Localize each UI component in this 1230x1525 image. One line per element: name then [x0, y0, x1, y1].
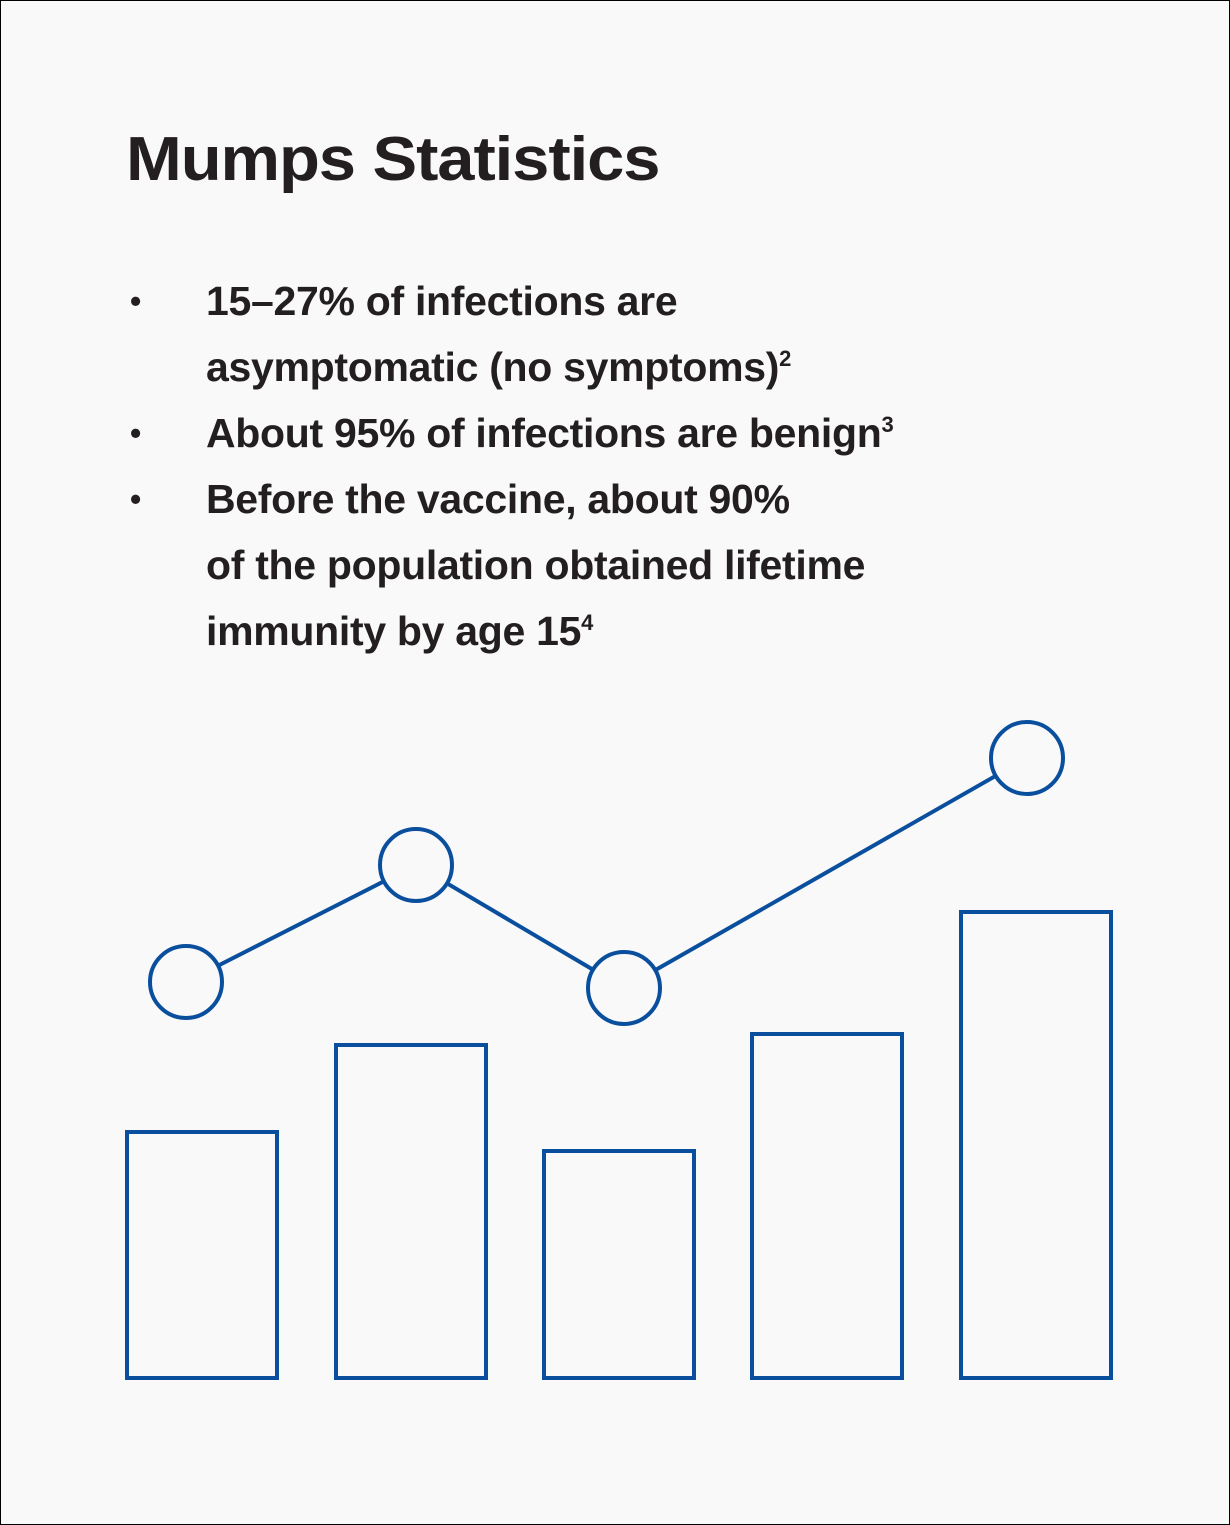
footnote-ref: 3 [881, 412, 894, 437]
chart-bar [544, 1151, 694, 1378]
bullet-icon: • [130, 481, 141, 517]
trend-point-icon [380, 829, 452, 901]
trend-point-icon [150, 946, 222, 1018]
bullet-text: 15–27% of infections are [206, 278, 678, 324]
bullet-icon: • [130, 415, 141, 451]
bullet-text: immunity by age $15^4$ [206, 608, 594, 654]
bullet-text: Before the vaccine, about 90% [206, 476, 790, 522]
footnote-ref: 2 [779, 346, 792, 371]
chart-bar [752, 1034, 902, 1378]
trend-points [150, 722, 1063, 1024]
page-title: Mumps Statistics [126, 125, 660, 194]
bullet-icon: • [130, 283, 141, 319]
trend-point-icon [991, 722, 1063, 794]
chart-bar [336, 1045, 486, 1378]
trend-line [186, 758, 1027, 988]
bullet-text: asymptomatic (no symptoms)$^2$ [206, 344, 792, 390]
trend-point-icon [588, 952, 660, 1024]
chart-bar [127, 1132, 277, 1378]
bullet-text: About 95% of infections are benign$^3$ [206, 410, 894, 456]
chart-bar [961, 912, 1111, 1378]
bullet-text: of the population obtained lifetime [206, 542, 866, 588]
footnote-ref: 4 [581, 610, 594, 635]
